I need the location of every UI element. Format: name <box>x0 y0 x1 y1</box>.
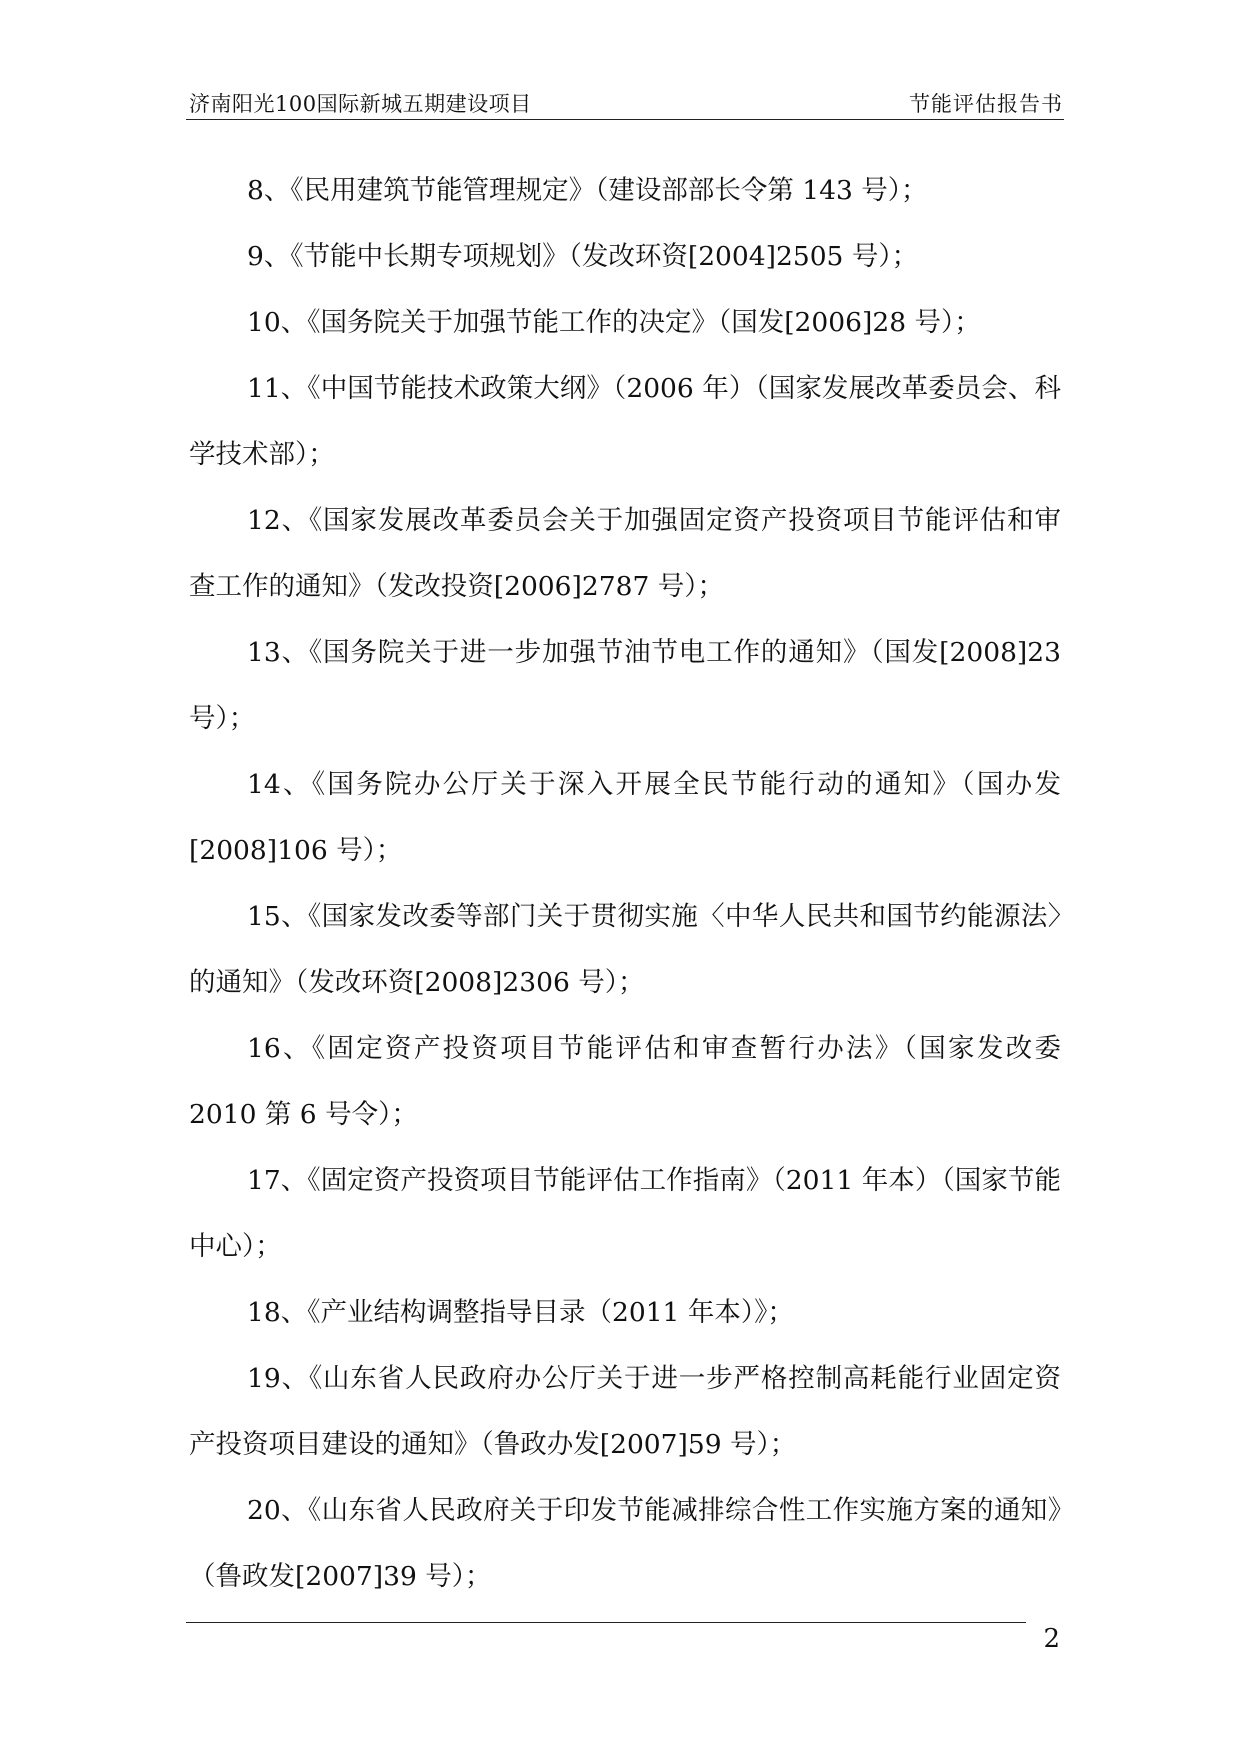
list-item: 18、《产业结构调整指导目录（2011 年本）》； <box>247 1297 794 1328</box>
list-item: 20、《山东省人民政府关于印发节能减排综合性工作实施方案的通知》（鲁政发[2007]39 号）； <box>189 1495 1061 1592</box>
list-item: 8、《民用建筑节能管理规定》（建设部部长令第 143 号）； <box>247 175 928 206</box>
list-item: 19、《山东省人民政府办公厅关于进一步严格控制高耗能行业固定资产投资项目建设的通知》（鲁政办发[2007]59 号）； <box>189 1363 1061 1460</box>
list-item: 16、《固定资产投资项目节能评估和审查暂行办法》（国家发改委 2010 第 6 号令）； <box>189 1033 1061 1130</box>
header-project-title: 济南阳光100国际新城五期建设项目 <box>189 92 532 116</box>
list-item: 11、《中国节能技术政策大纲》（2006 年）（国家发展改革委员会、科学技术部）； <box>189 373 1061 470</box>
list-item: 9、《节能中长期专项规划》（发改环资[2004]2505 号）； <box>247 241 919 272</box>
list-item: 10、《国务院关于加强节能工作的决定》（国发[2006]28 号）； <box>247 307 981 338</box>
list-item: 13、《国务院关于进一步加强节油节电工作的通知》（国发[2008]23 号）； <box>189 637 1061 734</box>
list-item: 15、《国家发改委等部门关于贯彻实施〈中华人民共和国节约能源法〉的通知》（发改环资[2008]2306 号）； <box>189 901 1061 998</box>
page-number: 2 <box>1043 1624 1060 1654</box>
regulation-list <box>189 158 1061 1610</box>
header-divider <box>186 119 1064 120</box>
footer-divider <box>186 1622 1026 1623</box>
list-item: 17、《固定资产投资项目节能评估工作指南》（2011 年本）（国家节能中心）； <box>189 1165 1061 1262</box>
list-item: 12、《国家发展改革委员会关于加强固定资产投资项目节能评估和审查工作的通知》（发改投资[2006]2787 号）； <box>189 505 1061 602</box>
list-item: 14、《国务院办公厅关于深入开展全民节能行动的通知》（国办发[2008]106 号）； <box>189 769 1061 866</box>
header-document-title: 节能评估报告书 <box>909 92 1063 116</box>
